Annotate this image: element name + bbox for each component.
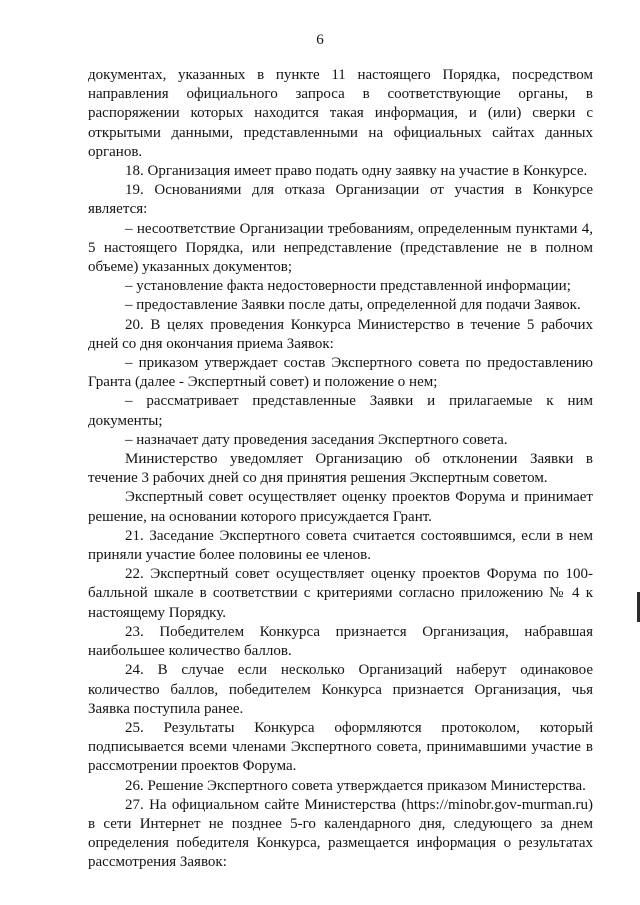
paragraph-continuation: документах, указанных в пункте 11 настоящего Порядка, посредством направления официального запроса в соответствующие органы, в распоряжении которых находится такая информация, и (или) сверки с открытыми данными, представленными на официальных сайтах данных органов. [88, 67, 593, 160]
paragraph-item-26: 26. Решение Экспертного совета утверждается приказом Министерства. [125, 777, 586, 794]
paragraph-item-19: 19. Основаниями для отказа Организации от участия в Конкурсе является: [88, 182, 593, 218]
list-item-approve-council: – приказом утверждает состав Экспертного совета по предоставлению Гранта (далее - Экспертный совет) и положение о нем; [88, 355, 593, 391]
list-item-set-meeting-date: – назначает дату проведения заседания Экспертного совета. [125, 431, 508, 448]
paragraph-item-24: 24. В случае если несколько Организаций наберут одинаковое количество баллов, победителем Конкурса признается Организация, чья Заявка поступила ранее. [88, 662, 593, 717]
paragraph-item-23: 23. Победителем Конкурса признается Организация, набравшая наибольшее количество баллов. [88, 623, 593, 660]
paragraph-item-25: 25. Результаты Конкурса оформляются протоколом, который подписывается всеми членами Экспертного совета, принимавшими участие в рассмотрении проектов Форума. [88, 719, 593, 775]
list-item-late-submission: – предоставление Заявки после даты, определенной для подачи Заявок. [125, 297, 581, 314]
paragraph-item-22: 22. Экспертный совет осуществляет оценку проектов Форума по 100-балльной шкале в соответствии с критериями согласно приложению № 4 к настоящему Порядку. [88, 566, 593, 621]
paragraph-item-27: 27. На официальном сайте Министерства (https://minobr.gov-murman.ru) в сети Интернет не позднее 5-го календарного дня, следующего за днем определения победителя Конкурса, размещается информация о результатах рассмотрения Заявок: [88, 796, 593, 871]
paragraph-item-18: 18. Организация имеет право подать одну заявку на участие в Конкурсе. [125, 163, 588, 180]
paragraph-rejection-notice: Министерство уведомляет Организацию об отклонении Заявки в течение 3 рабочих дней со дня принятия решения Экспертным советом. [88, 451, 593, 487]
paragraph-item-20: 20. В целях проведения Конкурса Министерство в течение 5 рабочих дней со дня окончания приема Заявок: [88, 316, 593, 352]
list-item-false-info: – установление факта недостоверности представленной информации; [125, 278, 571, 295]
page-number: 6 [316, 32, 324, 48]
list-item-review-applications: – рассматривает представленные Заявки и прилагаемые к ним документы; [88, 393, 593, 429]
paragraph-council-evaluation: Экспертный совет осуществляет оценку проектов Форума и принимает решение, на основании которого присуждается Грант. [88, 489, 593, 525]
paragraph-item-21: 21. Заседание Экспертного совета считается состоявшимся, если в нем приняли участие более половины ее членов. [88, 527, 593, 564]
list-item-nonconformity: – несоответствие Организации требованиям, определенным пунктами 4, 5 настоящего Порядка, или непредставление (представление не в полном объеме) указанных документов; [88, 220, 593, 276]
document-body [88, 66, 593, 873]
